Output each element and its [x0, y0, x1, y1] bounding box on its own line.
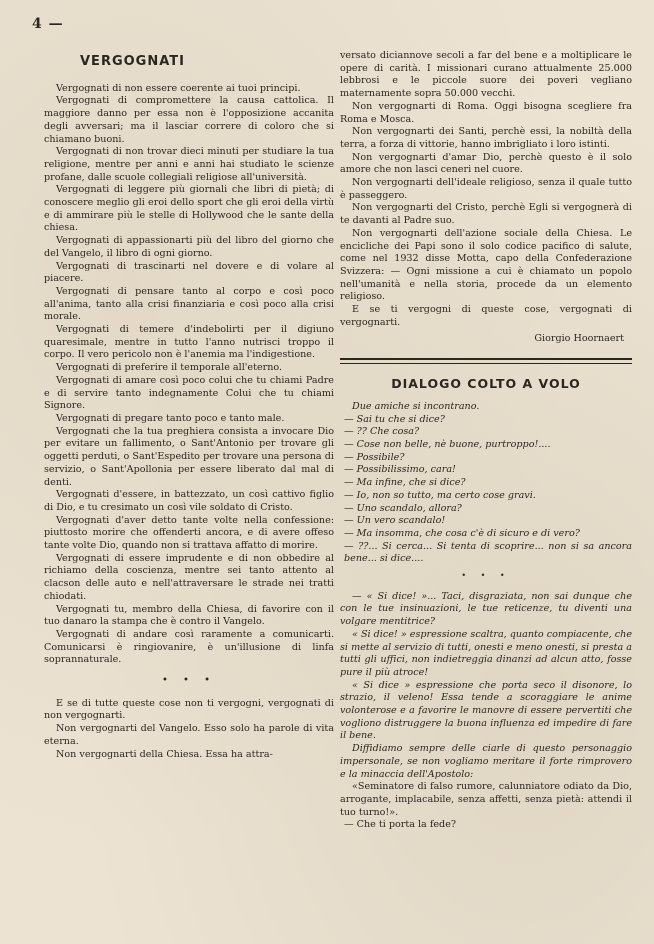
paragraph: Vergognati che la tua preghiera consista a invocare Dio per evitare un fallimento, o Sant'Antonio per trovare gli oggetti perduti, o Sant'Espedito per trovare una persona di servizio, o Sant'Apollonia per essere liberato dal mal di denti.: [44, 425, 334, 488]
paragraph: Vergognati di amare così poco colui che tu chiami Padre e di servire tanto indegnamente Colui che tu chiami Signore.: [44, 374, 334, 412]
section-separator: • • •: [161, 675, 217, 687]
paragraph: Vergognati d'essere, in battezzato, un così cattivo figlio di Dio, e tu cresimato un così vile soldato di Cristo.: [44, 489, 334, 513]
dialogue-line: — Ma insomma, che cosa c'è di sicuro e di vero?: [344, 527, 580, 539]
paragraph: « Si dice » espressione che porta seco il disonore, lo strazio, il veleno! Essa tende a scoraggiare le anime volonterose e a favorire le manovre di essere pervertiti che vogliono distruggere la buona influenza ed impedire di fare il bene.: [340, 679, 632, 742]
author-signature: Giorgio Hoornaert: [534, 333, 624, 345]
paragraph: Non vergognarti della Chiesa. Essa ha attra-: [56, 748, 273, 760]
paragraph: Vergognati di temere d'indebolirti per il digiuno quaresimale, mentre in tutto l'anno nutrisci troppo il corpo. Il vero pericolo non è l'anemia ma l'indigestione.: [44, 324, 334, 361]
section-separator: • • •: [461, 571, 511, 581]
paragraph: E se di tutte queste cose non ti vergogni, vergognati di non vergognarti.: [44, 697, 334, 722]
dialogue-line: — ?? Che cosa?: [344, 426, 420, 438]
paragraph: Vergognati di preferire il temporale all'eterno.: [56, 362, 283, 374]
dialogue-title: DIALOGO COLTO A VOLO: [391, 376, 581, 392]
paragraph: — Che ti porta la fede?: [344, 819, 457, 831]
divider: [340, 358, 632, 364]
left-column: [44, 44, 334, 761]
paragraph: Non vergognarti d'amar Dio, perchè questo è il solo amore che non lasci ceneri nel cuore.: [340, 151, 632, 176]
dialogue-line: — Un vero scandalo!: [344, 515, 446, 527]
paragraph: versato diciannove secoli a far del bene e a moltiplicare le opere di carità. I missionari curano attualmente 25.000 lebbrosi e le piccole suore dei poveri vegliano maternamente sopra 50.000 vecchi.: [340, 50, 632, 100]
right-column: [340, 50, 632, 832]
paragraph: Diffidiamo sempre delle ciarle di questo personaggio impersonale, se non vogliamo meritare il forte rimprovero e la minaccia dell'Apostolo:: [340, 743, 632, 780]
paragraph: Non vergognarti dei Santi, perchè essi, la nobiltà della terra, a forza di vittorie, hanno imbrigliato i loro istinti.: [340, 126, 632, 150]
paragraph: «Seminatore di falso rumore, calunniatore odiato da Dio, arrogante, implacabile, senza affetti, senza pietà: attendi il tuo turno!».: [340, 781, 632, 818]
dialogue-line: — Sai tu che si dice?: [344, 413, 445, 425]
dialogue-line: — Possibilissimo, cara!: [344, 464, 456, 476]
article-title: VERGOGNATI: [80, 54, 185, 69]
paragraph: Non vergognarti dell'azione sociale della Chiesa. Le encicliche dei Papi sono il solo codice pacifico di salute, come nel 1932 disse Motta, capo della Confederazione Svizzera: — Ogni missione a cui è chiamato un popolo nell'umanità e nella storia, procede da un elemento religioso.: [340, 227, 632, 303]
dialogue-intro: Due amiche si incontrano.: [352, 400, 480, 412]
paragraph: Non vergognarti di Roma. Oggi bisogna scegliere fra Roma e Mosca.: [340, 100, 632, 125]
paragraph: Vergognati di trascinarti nel dovere e di volare al piacere.: [44, 260, 334, 285]
paragraph: Vergognati di compromettere la causa cattolica. Il maggiore danno per essa non è l'opposizione accanita degli avversari; ma il lasciar correre di coloro che si chiamano buoni.: [44, 95, 334, 145]
paragraph: Vergognati di non essere coerente ai tuoi principi.: [56, 82, 301, 94]
paragraph: « Si dice! » espressione scaltra, quanto compiacente, che si mette al servizio di tutti, onesti e meno onesti, si presta a tutti gli uffici, non indietreggia dinanzi ad alcun atto, fosse pure il più atroce!: [340, 628, 632, 678]
paragraph: Vergognati d'aver detto tante volte nella confessione: piuttosto morire che offenderti ancora, e di avere offeso tante volte Dio, quando non si trattava affatto di morire.: [44, 514, 334, 552]
paragraph: E se ti vergogni di queste cose, vergognati di vergognarti.: [340, 304, 632, 328]
dialogue-line: — Ma infine, che si dice?: [344, 477, 466, 489]
dialogue-line: — Possibile?: [344, 451, 405, 463]
paragraph: Vergognati di pensare tanto al corpo e così poco all'anima, tanto alla crisi finanziaria e così poco alla crisi morale.: [44, 285, 334, 323]
dialogue-line: — ??... Si cerca... Si tenta di scoprire... non si sa ancora bene... si dice....: [344, 540, 632, 565]
paragraph: Vergognati di non trovar dieci minuti per studiare la tua religione, mentre per anni e anni hai studiato le scienze profane, dalle scuole collegiali religiose all'università.: [44, 146, 334, 183]
paragraph: Non vergognarti dell'ideale religioso, senza il quale tutto è passeggero.: [340, 177, 632, 201]
paragraph: Vergognati di essere imprudente e di non obbedire al richiamo della coscienza, mentre sei tanto attento al clacson delle auto e nell'attraversare le strade nei tratti chiodati.: [44, 552, 334, 602]
paragraph: Vergognati di andare così raramente a comunicarti. Comunicarsi è ringiovanire, è un'illusione di linfa soprannaturale.: [44, 628, 334, 666]
paragraph: Vergognati di leggere più giornali che libri di pietà; di conoscere meglio gli eroi dello sport che gli eroi della virtù e di ammirare più le stelle di Hollywood che le sante della chiesa.: [44, 184, 334, 234]
paragraph: Vergognati di pregare tanto poco e tanto male.: [56, 412, 285, 424]
paragraph: Non vergognarti del Vangelo. Esso solo ha parole di vita eterna.: [44, 723, 334, 747]
paragraph: Non vergognarti del Cristo, perchè Egli si vergognerà di te davanti al Padre suo.: [340, 202, 632, 227]
dialogue-line: — Io, non so tutto, ma certo cose gravi.: [344, 489, 536, 501]
dialogue-line: — Uno scandalo, allora?: [344, 502, 462, 514]
dialogue-line: — Cose non belle, nè buone, purtroppo!....: [344, 438, 551, 450]
paragraph: Vergognati di appassionarti più del libro del giorno che del Vangelo, il libro di ogni giorno.: [44, 235, 334, 259]
paragraph: Vergognati tu, membro della Chiesa, di favorire con il tuo danaro la stampa che è contro il Vangelo.: [44, 603, 334, 628]
paragraph: — « Si dice! »... Taci, disgraziata, non sai dunque che con le tue insinuazioni, le tue reticenze, tu diventi una volgare mentitrice?: [340, 590, 632, 628]
page-number: 4 —: [32, 16, 64, 32]
